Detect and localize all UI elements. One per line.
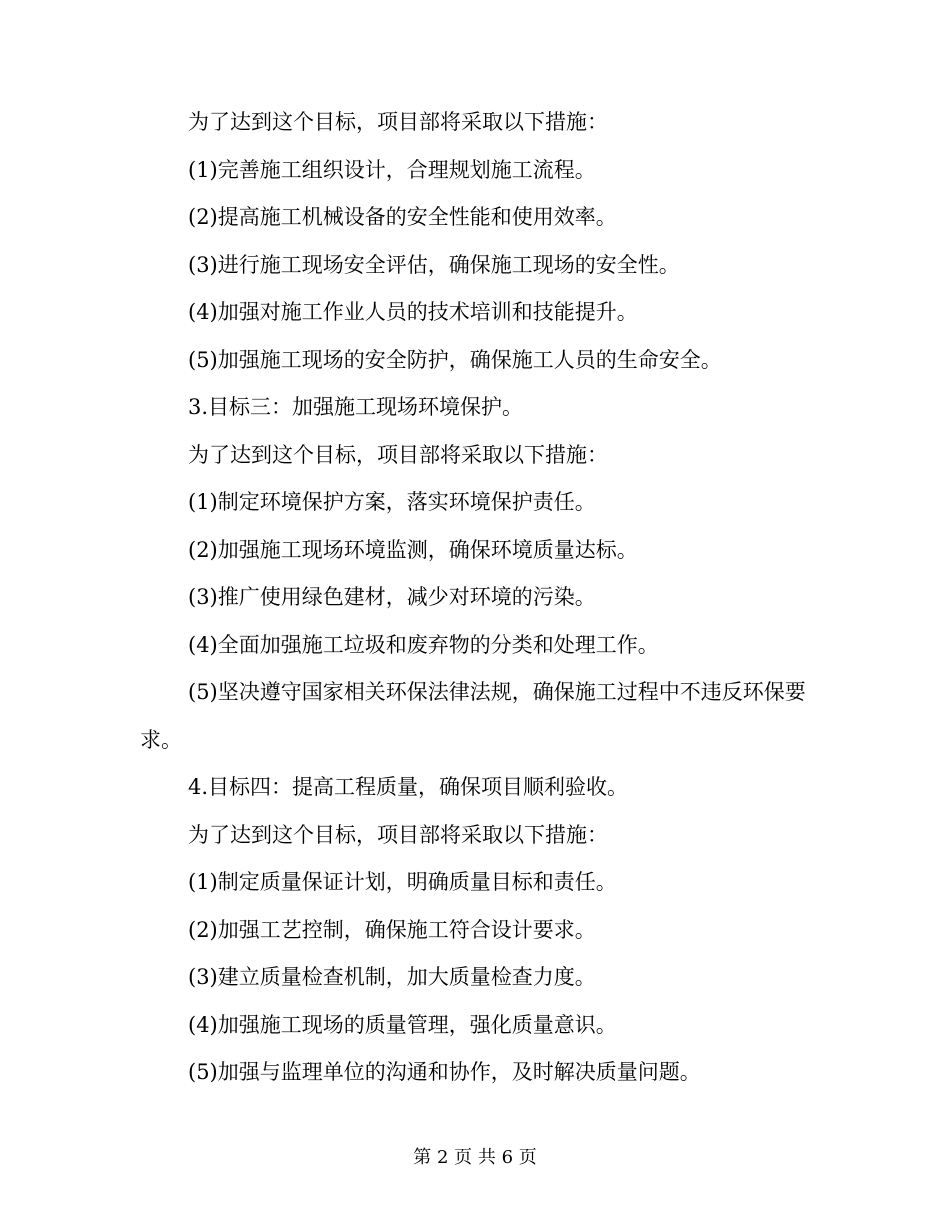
paragraph: (5)加强施工现场的安全防护，确保施工人员的生命安全。: [188, 347, 722, 372]
paragraph: (4)加强对施工作业人员的技术培训和技能提升。: [188, 300, 638, 324]
paragraph: (2)提高施工机械设备的安全性能和使用效率。: [188, 205, 617, 229]
paragraph: (4)全面加强施工垃圾和废弃物的分类和处理工作。: [188, 632, 659, 657]
page-number-footer: 第 2 页 共 6 页: [413, 1147, 537, 1168]
paragraph: (5)加强与监理单位的沟通和协作，及时解决质量问题。: [188, 1060, 701, 1084]
paragraph: (1)制定环境保护方案，落实环境保护责任。: [188, 490, 596, 514]
paragraph: 为了达到这个目标，项目部将采取以下措施：: [188, 442, 608, 467]
paragraph: (1)制定质量保证计划，明确质量目标和责任。: [188, 870, 617, 894]
paragraph: (1)完善施工组织设计，合理规划施工流程。: [188, 157, 596, 182]
paragraph: (3)建立质量检查机制，加大质量检查力度。: [188, 965, 596, 989]
section-heading: 4.目标四：提高工程质量，确保项目顺利验收。: [188, 775, 629, 799]
paragraph: (2)加强工艺控制，确保施工符合设计要求。: [188, 917, 596, 942]
paragraph: (4)加强施工现场的质量管理，强化质量意识。: [188, 1012, 617, 1037]
paragraph: (3)推广使用绿色建材，减少对环境的污染。: [188, 585, 596, 609]
section-heading: 3.目标三：加强施工现场环境保护。: [188, 395, 524, 419]
paragraph: 为了达到这个目标，项目部将采取以下措施：: [188, 110, 608, 134]
paragraph: (5)坚决遵守国家相关环保法律法规，确保施工过程中不违反环保要求。: [140, 680, 806, 752]
paragraph: (2)加强施工现场环境监测，确保环境质量达标。: [188, 537, 638, 562]
paragraph: 为了达到这个目标，项目部将采取以下措施：: [188, 822, 608, 847]
page-body: [140, 99, 810, 1097]
paragraph: (3)进行施工现场安全评估，确保施工现场的安全性。: [188, 252, 680, 277]
